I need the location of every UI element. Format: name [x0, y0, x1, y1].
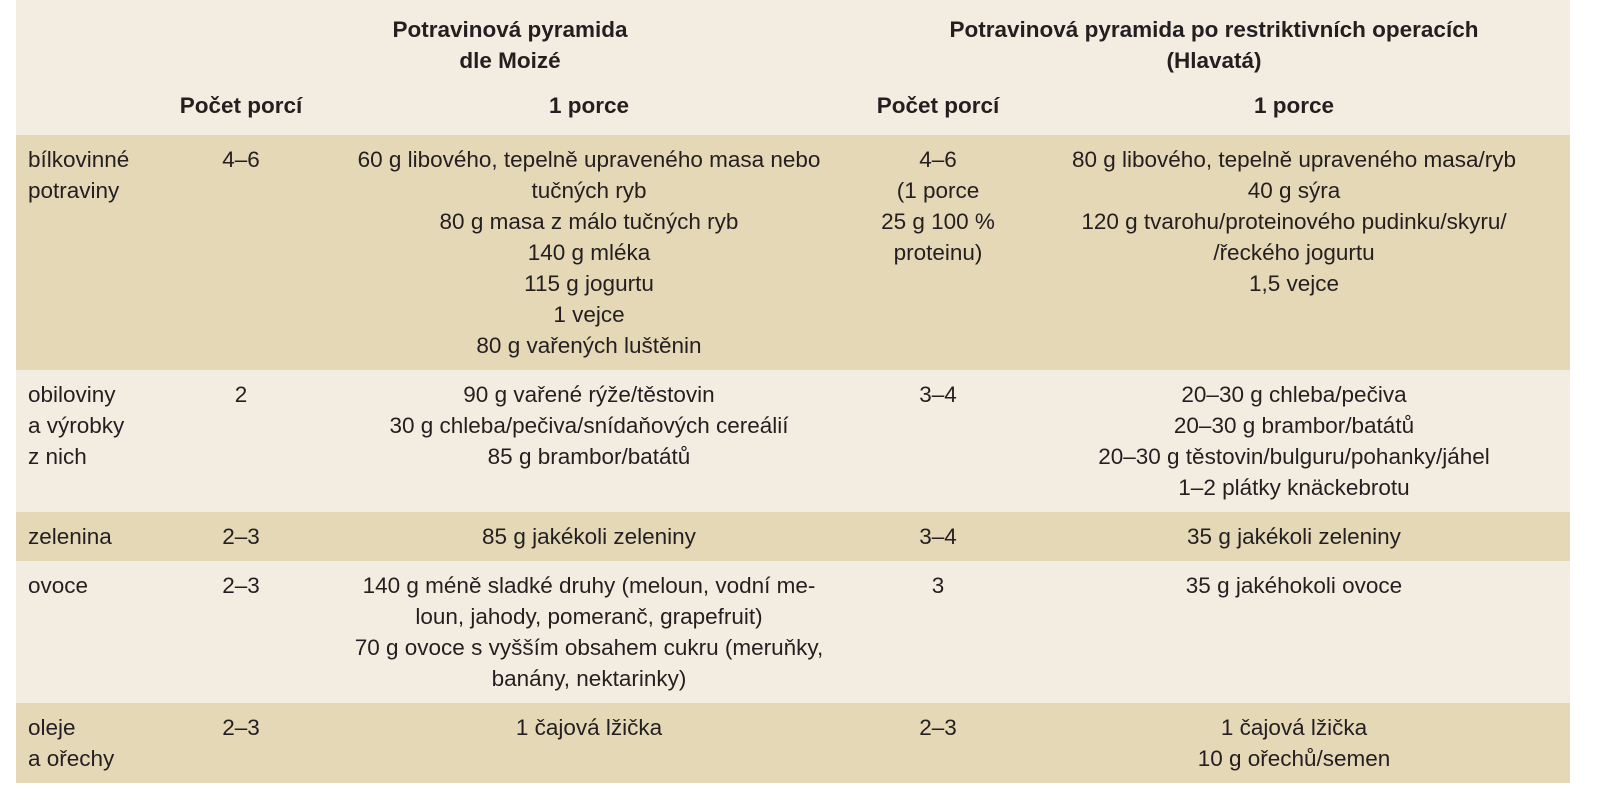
category-line: bílkovinné — [28, 147, 130, 172]
food-pyramid-comparison-table — [16, 0, 1570, 783]
hlavata-portion-line: 1 čajová lžička — [1220, 715, 1368, 740]
moize-portion-cell — [320, 512, 858, 561]
moize-portion-line: 1 čajová lžička — [515, 715, 663, 740]
moize-count-line: 4–6 — [222, 147, 260, 172]
hlavata-portion-line: 20–30 g chleba/pečiva — [1181, 382, 1407, 407]
moize-count-cell — [162, 512, 320, 561]
moize-portion-line: 1 vejce — [553, 302, 625, 327]
hlavata-portion-cell — [1018, 135, 1570, 370]
header-moize-title-line-1: Potravinová pyramida — [392, 17, 628, 42]
hlavata-portion-cell — [1018, 512, 1570, 561]
category-line: zelenina — [28, 524, 112, 549]
hlavata-count-cell — [858, 512, 1018, 561]
hlavata-count-line: 4–6 — [919, 147, 957, 172]
moize-portion-line: 140 g mléka — [527, 240, 651, 265]
header-empty-cell — [16, 0, 162, 89]
category-line: z nich — [28, 444, 87, 469]
moize-portion-line: 85 g jakékoli zeleniny — [482, 524, 696, 549]
category-cell — [16, 370, 162, 512]
hlavata-count-line: 3–4 — [919, 382, 957, 407]
moize-count-cell — [162, 703, 320, 783]
hlavata-portion-line: 1–2 plátky knäckebrotu — [1178, 475, 1410, 500]
moize-count-line: 2–3 — [222, 715, 260, 740]
hlavata-portion-cell — [1018, 561, 1570, 703]
moize-portion-line: 115 g jogurtu — [524, 271, 654, 296]
header-hlavata-portion: 1 porce — [1253, 93, 1335, 118]
moize-portion-line: loun, jahody, pomeranč, grapefruit) — [415, 604, 763, 629]
header-moize-portion: 1 porce — [548, 93, 630, 118]
hlavata-portion-line: /řeckého jogurtu — [1213, 240, 1375, 265]
moize-portion-line: 80 g vařených luštěnin — [476, 333, 702, 358]
hlavata-count-cell — [858, 135, 1018, 370]
category-line: potraviny — [28, 178, 120, 203]
table-row — [16, 703, 1570, 783]
category-line: a ořechy — [28, 746, 115, 771]
hlavata-count-line: proteinu) — [893, 240, 983, 265]
hlavata-portion-line: 1,5 vejce — [1248, 271, 1340, 296]
moize-portion-cell — [320, 703, 858, 783]
hlavata-count-line: 3–4 — [919, 524, 957, 549]
table-row — [16, 370, 1570, 512]
header-moize-title — [162, 0, 858, 89]
hlavata-count-line: 25 g 100 % — [881, 209, 995, 234]
hlavata-count-line: (1 porce — [896, 178, 980, 203]
moize-portion-line: 60 g libového, tepelně upraveného masa nebo — [357, 147, 821, 172]
hlavata-count-line: 2–3 — [919, 715, 957, 740]
category-cell — [16, 703, 162, 783]
hlavata-portion-line: 35 g jakékoli zeleniny — [1187, 524, 1401, 549]
moize-count-line: 2–3 — [222, 524, 260, 549]
moize-count-cell — [162, 370, 320, 512]
hlavata-portion-line: 10 g ořechů/semen — [1197, 746, 1391, 771]
moize-portion-line: 80 g masa z málo tučných ryb — [439, 209, 739, 234]
table-row — [16, 561, 1570, 703]
table-row — [16, 512, 1570, 561]
hlavata-portion-cell — [1018, 370, 1570, 512]
moize-portion-cell — [320, 370, 858, 512]
hlavata-portion-line: 35 g jakéhokoli ovoce — [1185, 573, 1403, 598]
hlavata-count-cell — [858, 703, 1018, 783]
moize-portion-line: 70 g ovoce s vyšším obsahem cukru (meruňky, — [354, 635, 824, 660]
category-line: a výrobky — [28, 413, 125, 438]
moize-portion-line: banány, nektarinky) — [491, 666, 687, 691]
category-line: oleje — [28, 715, 76, 740]
category-cell — [16, 561, 162, 703]
header-moize-count: Počet porcí — [179, 93, 303, 118]
moize-count-line: 2–3 — [222, 573, 260, 598]
header-moize-title-line-2: dle Moizé — [459, 48, 561, 73]
hlavata-portion-line: 40 g sýra — [1247, 178, 1341, 203]
header-hlavata-title-line-1: Potravinová pyramida po restriktivních operacích — [949, 17, 1479, 42]
hlavata-portion-line: 20–30 g těstovin/bulguru/pohanky/jáhel — [1098, 444, 1490, 469]
moize-count-line: 2 — [234, 382, 248, 407]
hlavata-portion-cell — [1018, 703, 1570, 783]
category-cell — [16, 512, 162, 561]
table-header — [16, 0, 1570, 135]
header-empty-cell — [16, 89, 162, 135]
hlavata-count-cell — [858, 561, 1018, 703]
header-hlavata-title — [858, 0, 1570, 89]
moize-portion-line: 30 g chleba/pečiva/snídaňových cereálií — [389, 413, 789, 438]
hlavata-count-cell — [858, 370, 1018, 512]
moize-count-cell — [162, 561, 320, 703]
hlavata-count-line: 3 — [931, 573, 945, 598]
category-line: obiloviny — [28, 382, 116, 407]
hlavata-portion-line: 80 g libového, tepelně upraveného masa/ryb — [1071, 147, 1517, 172]
moize-portion-line: 85 g brambor/batátů — [487, 444, 691, 469]
table-row — [16, 135, 1570, 370]
hlavata-portion-line: 120 g tvarohu/proteinového pudinku/skyru/ — [1081, 209, 1507, 234]
header-subtitle-row — [16, 89, 1570, 135]
header-title-row — [16, 0, 1570, 89]
moize-portion-line: 140 g méně sladké druhy (meloun, vodní me- — [362, 573, 816, 598]
moize-portion-cell — [320, 561, 858, 703]
header-hlavata-count: Počet porcí — [876, 93, 1000, 118]
header-hlavata-title-line-2: (Hlavatá) — [1166, 48, 1262, 73]
hlavata-portion-line: 20–30 g brambor/batátů — [1173, 413, 1415, 438]
category-line: ovoce — [28, 573, 89, 598]
category-cell — [16, 135, 162, 370]
moize-portion-cell — [320, 135, 858, 370]
moize-count-cell — [162, 135, 320, 370]
moize-portion-line: tučných ryb — [531, 178, 647, 203]
table-body — [16, 135, 1570, 783]
nutrition-table-container — [16, 0, 1570, 783]
moize-portion-line: 90 g vařené rýže/těstovin — [463, 382, 715, 407]
